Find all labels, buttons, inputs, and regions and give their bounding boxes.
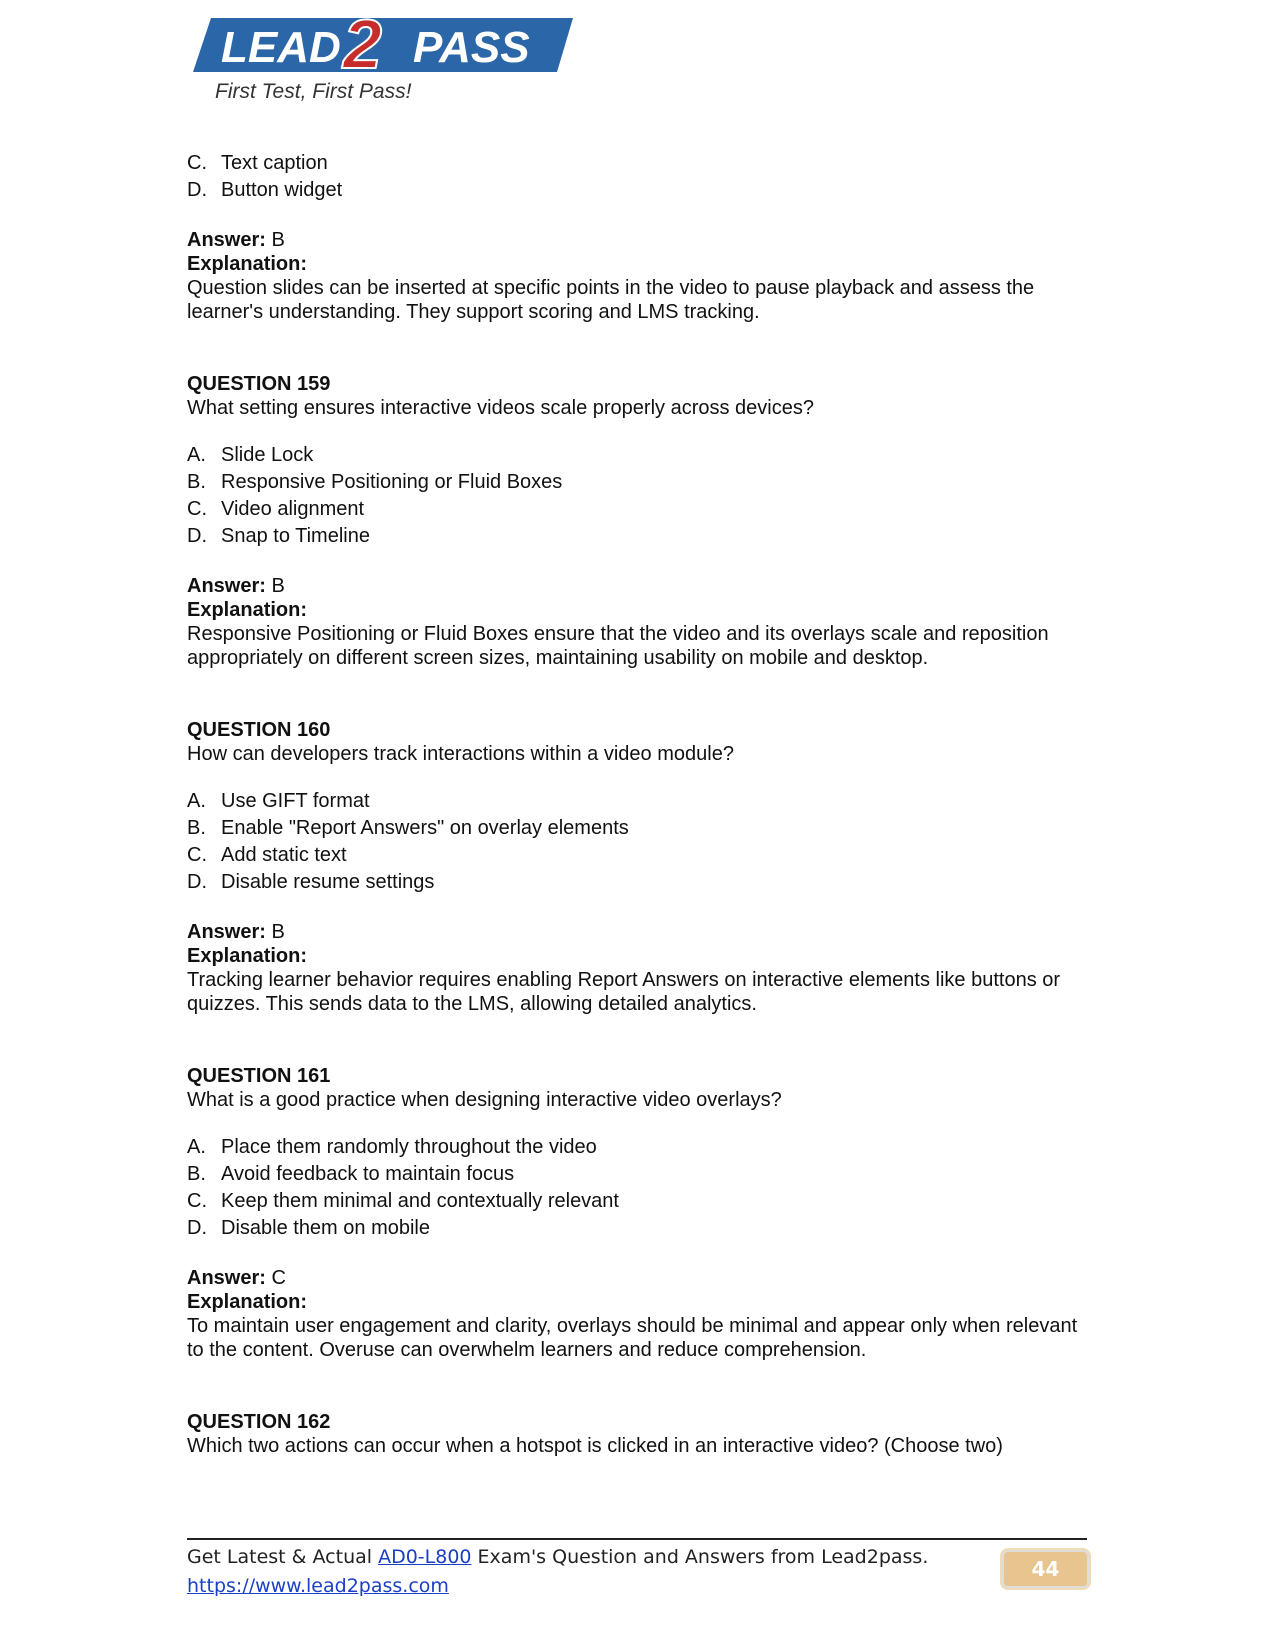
answer-line xyxy=(187,920,1087,944)
option-item xyxy=(187,1161,1087,1188)
logo-lead: LEAD xyxy=(221,23,341,72)
footer-line-1 xyxy=(187,1543,928,1572)
answer-label: Answer: xyxy=(187,921,266,943)
explanation-text: Tracking learner behavior requires enabling Report Answers on interactive elements like buttons or quizzes. This sends data to the LMS, allowing detailed analytics. xyxy=(187,969,1061,1015)
option-text: Place them randomly throughout the video xyxy=(221,1136,597,1158)
option-item xyxy=(187,869,1087,896)
option-item xyxy=(187,177,1087,204)
site-link[interactable]: https://www.lead2pass.com xyxy=(187,1575,449,1597)
option-text: Keep them minimal and contextually relevant xyxy=(221,1190,619,1212)
option-letter: D. xyxy=(187,1217,207,1239)
option-item xyxy=(187,150,1087,177)
option-item xyxy=(187,496,1087,523)
question-block xyxy=(187,1410,1087,1458)
footer-suffix: Exam's Question and Answers from Lead2pass. xyxy=(471,1546,929,1568)
question-title: QUESTION 160 xyxy=(187,719,331,741)
logo-two: 2 xyxy=(343,6,382,83)
option-text: Use GIFT format xyxy=(221,790,370,812)
question-title: QUESTION 161 xyxy=(187,1065,331,1087)
question-text: Which two actions can occur when a hotspot is clicked in an interactive video? (Choose two) xyxy=(187,1435,1003,1457)
option-item xyxy=(187,842,1087,869)
explanation-label: Explanation: xyxy=(187,945,308,967)
option-item xyxy=(187,1188,1087,1215)
option-letter: D. xyxy=(187,179,207,201)
question-text: What is a good practice when designing interactive video overlays? xyxy=(187,1089,782,1111)
explanation-text: Responsive Positioning or Fluid Boxes ensure that the video and its overlays scale and reposition appropriately on different screen sizes, maintaining usability on mobile and desktop. xyxy=(187,623,1049,669)
option-item xyxy=(187,788,1087,815)
option-item xyxy=(187,815,1087,842)
page-number-badge: 44 xyxy=(1000,1548,1091,1590)
top-options xyxy=(187,150,1087,204)
option-letter: B. xyxy=(187,817,206,839)
question-block xyxy=(187,372,1087,670)
option-item xyxy=(187,469,1087,496)
option-text: Slide Lock xyxy=(221,444,314,466)
explanation-text: To maintain user engagement and clarity, overlays should be minimal and appear only when relevant to the content. Overuse can overwhelm learners and reduce comprehension. xyxy=(187,1315,1078,1361)
option-letter: C. xyxy=(187,152,207,174)
option-text: Text caption xyxy=(221,152,328,174)
option-item xyxy=(187,1134,1087,1161)
question-text: What setting ensures interactive videos scale properly across devices? xyxy=(187,397,814,419)
option-letter: D. xyxy=(187,525,207,547)
option-item xyxy=(187,523,1087,550)
option-text: Avoid feedback to maintain focus xyxy=(221,1163,515,1185)
question-text: How can developers track interactions within a video module? xyxy=(187,743,734,765)
answer-value: B xyxy=(271,921,285,943)
answer-label: Answer: xyxy=(187,575,266,597)
logo-tagline: First Test, First Pass! xyxy=(215,80,412,103)
option-item xyxy=(187,1215,1087,1242)
footer-divider xyxy=(187,1538,1087,1540)
footer xyxy=(187,1543,928,1601)
answer-value: C xyxy=(271,1267,286,1289)
answer-line xyxy=(187,1266,1087,1290)
explanation-label: Explanation: xyxy=(187,253,308,275)
exam-link[interactable]: AD0-L800 xyxy=(378,1546,472,1568)
option-letter: A. xyxy=(187,1136,206,1158)
option-text: Button widget xyxy=(221,179,343,201)
explanation-label: Explanation: xyxy=(187,599,308,621)
question-title: QUESTION 159 xyxy=(187,373,331,395)
option-letter: D. xyxy=(187,871,207,893)
option-item xyxy=(187,442,1087,469)
document-body xyxy=(187,150,1087,1458)
answer-label: Answer: xyxy=(187,1267,266,1289)
option-text: Disable resume settings xyxy=(221,871,435,893)
explanation-label: Explanation: xyxy=(187,1291,308,1313)
question-block xyxy=(187,1064,1087,1362)
logo-pass: PASS xyxy=(413,23,530,72)
option-letter: C. xyxy=(187,498,207,520)
option-text: Disable them on mobile xyxy=(221,1217,430,1239)
answer-line xyxy=(187,228,1087,252)
footer-prefix: Get Latest & Actual xyxy=(187,1546,379,1568)
answer-value: B xyxy=(271,229,285,251)
option-text: Enable "Report Answers" on overlay elements xyxy=(221,817,629,839)
question-title: QUESTION 162 xyxy=(187,1411,331,1433)
option-text: Snap to Timeline xyxy=(221,525,370,547)
question-block xyxy=(187,718,1087,1016)
option-letter: B. xyxy=(187,471,206,493)
option-text: Add static text xyxy=(221,844,347,866)
option-text: Responsive Positioning or Fluid Boxes xyxy=(221,471,563,493)
answer-label: Answer: xyxy=(187,229,266,251)
option-letter: B. xyxy=(187,1163,206,1185)
option-letter: A. xyxy=(187,444,206,466)
option-letter: A. xyxy=(187,790,206,812)
explanation-text: Question slides can be inserted at specific points in the video to pause playback and assess the learner's understanding. They support scoring and LMS tracking. xyxy=(187,277,1035,323)
answer-value: B xyxy=(271,575,285,597)
lead2pass-logo xyxy=(193,6,583,106)
option-letter: C. xyxy=(187,844,207,866)
option-letter: C. xyxy=(187,1190,207,1212)
option-text: Video alignment xyxy=(221,498,365,520)
answer-line xyxy=(187,574,1087,598)
